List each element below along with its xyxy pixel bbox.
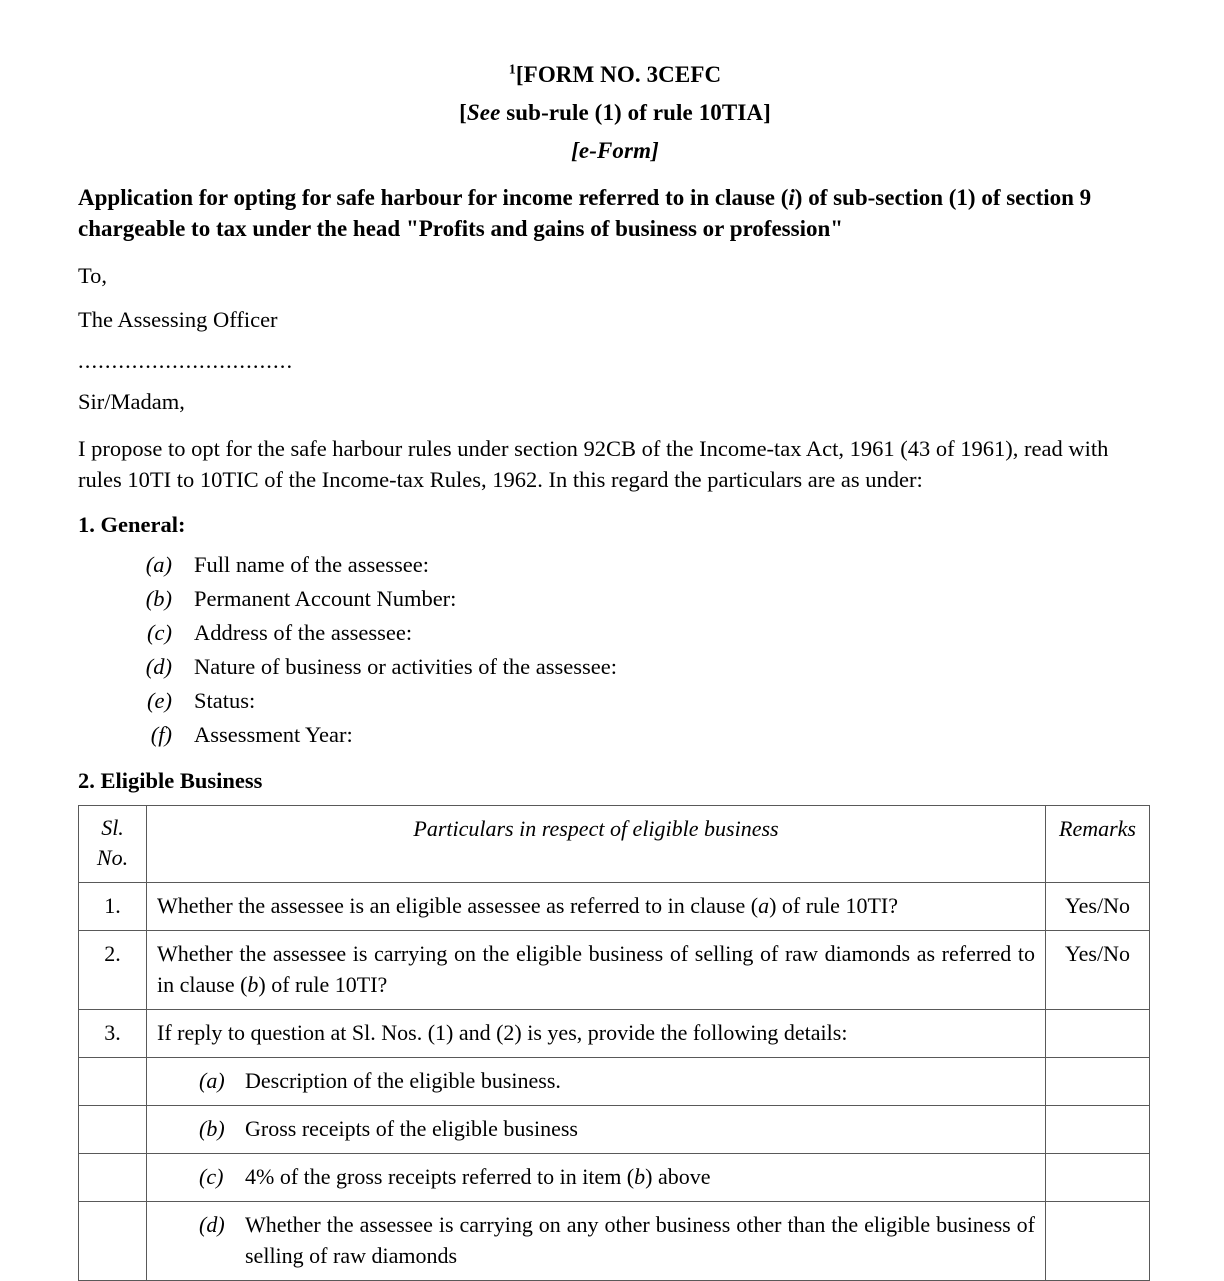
subitem-text <box>245 1161 1035 1192</box>
subrow-remarks <box>1046 1106 1150 1154</box>
subitem-text-part-1: 4% of the gross receipts referred to in item ( <box>245 1164 635 1189</box>
subitem-text-part-1: Gross receipts of the eligible business <box>245 1116 578 1141</box>
general-item-marker: (d) <box>145 654 172 679</box>
general-item-marker: (a) <box>145 552 172 577</box>
table-row <box>79 883 1150 931</box>
row-sl-number: 1. <box>79 883 147 931</box>
particulars-text-part-2: ) of rule 10TI? <box>258 972 388 997</box>
general-item-label: Full name of the assessee: <box>194 552 429 577</box>
table-subrow <box>79 1106 1150 1154</box>
general-item-b <box>78 582 1152 616</box>
subrow-sl-spacer <box>79 1202 147 1281</box>
general-item-d <box>78 650 1152 684</box>
header-sl-line2: No. <box>96 845 129 870</box>
table-row <box>79 931 1150 1010</box>
subrow-particulars <box>147 1202 1046 1281</box>
row-sl-number: 3. <box>79 1010 147 1058</box>
general-item-marker: (b) <box>145 586 172 611</box>
headline-part-2: ) of sub-section (1) of section 9 chargeable to tax under the head "Profits and gains of business or profession" <box>78 185 1092 241</box>
subitem-marker: (a) <box>199 1068 225 1093</box>
subrow-particulars <box>147 1058 1046 1106</box>
headline-part-1: Application for opting for safe harbour for income referred to in clause ( <box>78 185 789 210</box>
row-remarks <box>1046 1010 1150 1058</box>
subitem-text-part-1: Whether the assessee is carrying on any other business other than the eligible business of selling of raw diamonds <box>245 1212 1035 1268</box>
table-subrow <box>79 1058 1150 1106</box>
intro-paragraph: I propose to opt for the safe harbour rules under section 92CB of the Income-tax Act, 1961 (43 of 1961), read with rules 10TI to 10TIC of the Income-tax Rules, 1962. In this regard the particulars are as under: <box>78 436 1109 492</box>
form-number-title <box>78 56 1152 94</box>
subitem-marker: (b) <box>199 1116 225 1141</box>
subitem-a <box>157 1065 1035 1096</box>
row-particulars <box>147 883 1046 931</box>
particulars-text-part-1: Whether the assessee is carrying on the eligible business of selling of raw diamonds as referred to in clause ( <box>157 941 1035 997</box>
table-subrow <box>79 1154 1150 1202</box>
general-item-c <box>78 616 1152 650</box>
subitem-text <box>245 1065 1035 1096</box>
table-header-row <box>79 806 1150 883</box>
subitem-b <box>157 1113 1035 1144</box>
particulars-clause-letter: b <box>247 972 259 997</box>
subrow-remarks <box>1046 1202 1150 1281</box>
header-cell-sl-no <box>79 806 147 883</box>
header-sl-line1: Sl. <box>101 815 124 840</box>
general-item-a <box>78 548 1152 582</box>
subrow-sl-spacer <box>79 1154 147 1202</box>
general-item-label: Address of the assessee: <box>194 620 413 645</box>
header-cell-particulars: Particulars in respect of eligible business <box>147 806 1046 883</box>
subrow-sl-spacer <box>79 1106 147 1154</box>
subitem-c <box>157 1161 1035 1192</box>
general-item-f <box>78 718 1152 752</box>
form-number-text: [FORM NO. 3CEFC <box>515 62 722 87</box>
see-rule-line <box>78 94 1152 132</box>
section-heading-eligible-business: 2. Eligible Business <box>78 768 263 793</box>
table-subrow <box>79 1202 1150 1281</box>
subrow-particulars <box>147 1106 1046 1154</box>
particulars-text-part-1: Whether the assessee is an eligible assessee as referred to in clause ( <box>157 893 759 918</box>
row-particulars <box>147 1010 1046 1058</box>
table-row <box>79 1010 1150 1058</box>
row-sl-number: 2. <box>79 931 147 1010</box>
subrow-particulars <box>147 1154 1046 1202</box>
subitem-text-part-1: Description of the eligible business. <box>245 1068 561 1093</box>
general-item-marker: (e) <box>147 688 172 713</box>
particulars-text-part-1: If reply to question at Sl. Nos. (1) and (2) is yes, provide the following details: <box>157 1020 848 1045</box>
salutation: Sir/Madam, <box>78 389 185 414</box>
headline-clause-letter: i <box>788 185 795 210</box>
see-word: See <box>466 100 501 125</box>
subitem-text <box>245 1113 1035 1144</box>
subitem-marker: (c) <box>199 1164 224 1189</box>
general-item-label: Permanent Account Number: <box>194 586 457 611</box>
particulars-clause-letter: a <box>758 893 770 918</box>
footnote-marker: 1 <box>508 62 516 78</box>
bracket-open: [ <box>459 100 467 125</box>
particulars-text-part-2: ) of rule 10TI? <box>769 893 898 918</box>
general-item-label: Assessment Year: <box>194 722 353 747</box>
row-remarks: Yes/No <box>1046 931 1150 1010</box>
see-rule-rest: sub-rule (1) of rule 10TIA] <box>500 100 771 125</box>
general-item-marker: (c) <box>147 620 172 645</box>
general-item-label: Status: <box>194 688 256 713</box>
subitem-italic-letter: b <box>634 1164 646 1189</box>
subrow-remarks <box>1046 1058 1150 1106</box>
section-heading-general: 1. General: <box>78 512 186 537</box>
row-particulars <box>147 931 1046 1010</box>
eform-line: [e-Form] <box>571 138 659 163</box>
eligible-business-table <box>78 805 1150 1281</box>
general-items-list <box>78 548 1152 752</box>
to-label: To, <box>78 263 108 288</box>
subrow-sl-spacer <box>79 1058 147 1106</box>
subitem-text-part-2: ) above <box>645 1164 711 1189</box>
general-item-label: Nature of business or activities of the assessee: <box>194 654 618 679</box>
subrow-remarks <box>1046 1154 1150 1202</box>
general-item-e <box>78 684 1152 718</box>
application-headline <box>78 182 1152 244</box>
general-item-marker: (f) <box>150 722 172 747</box>
subitem-d <box>157 1209 1035 1271</box>
address-dotted-line: ................................ <box>78 348 294 373</box>
addressee-line: The Assessing Officer <box>78 307 278 332</box>
header-cell-remarks: Remarks <box>1046 806 1150 883</box>
subitem-text <box>245 1209 1035 1271</box>
row-remarks: Yes/No <box>1046 883 1150 931</box>
subitem-marker: (d) <box>199 1212 225 1237</box>
